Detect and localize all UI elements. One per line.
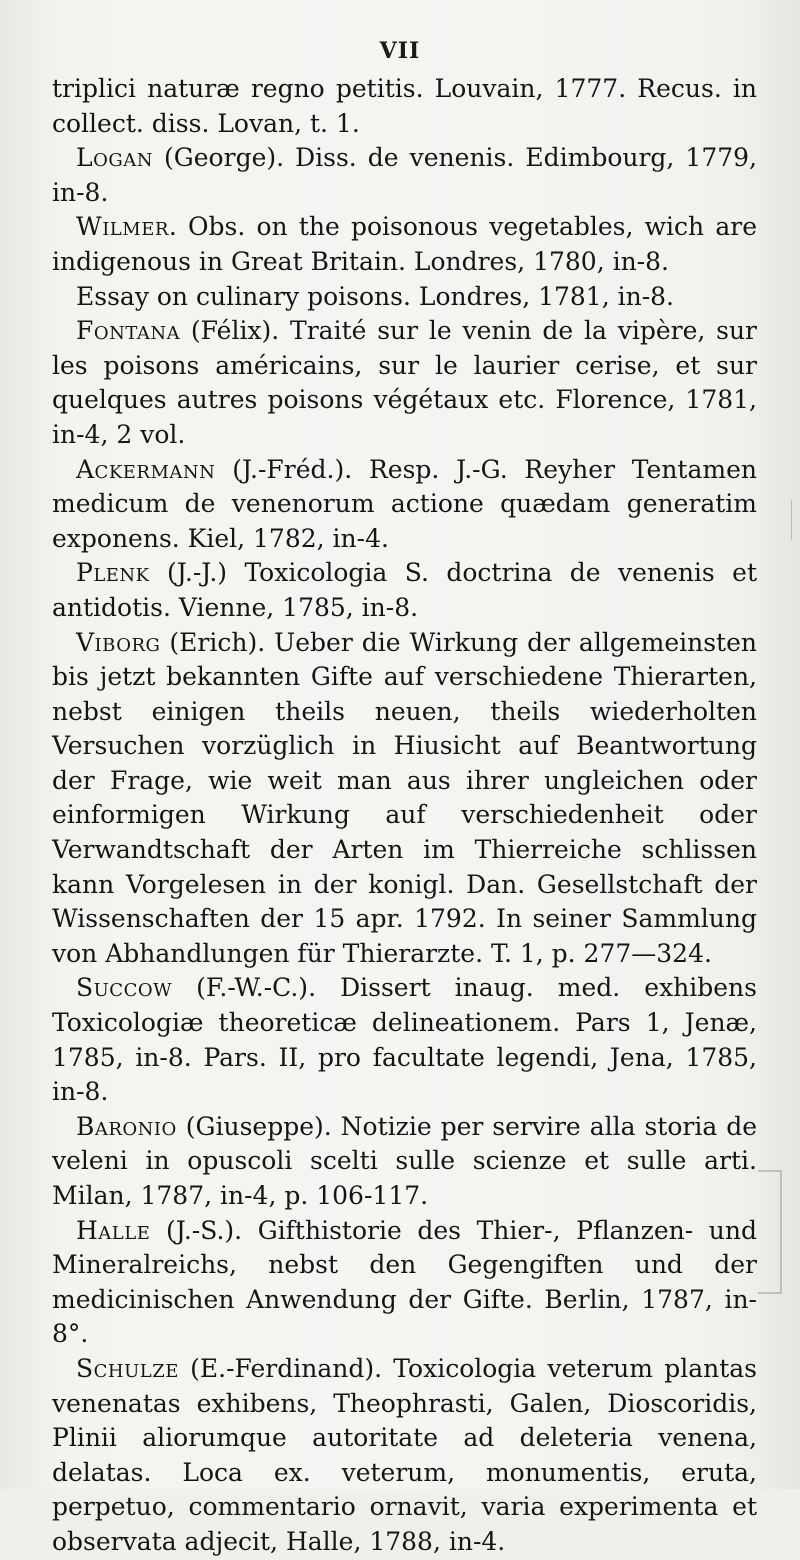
bibliography-entry-9 [52,1110,757,1214]
entry-text: (Giuseppe). Notizie per servire alla storia de veleni in opuscoli scelti sulle scienze et sulle arti. Milan, 1787, in-4, p. 106-117. [52,1111,757,1210]
entry-text: triplici naturæ regno petitis. Louvain, 1777. Recus. in collect. diss. Lovan, t. 1. [52,74,757,138]
entry-author: Halle [76,1215,151,1245]
bibliography-entry-1 [52,141,757,210]
entry-text: (J.-Fréd.). Resp. J.-G. Reyher Tentamen medicum de venenorum actione quædam generatim exponens. Kiel, 1782, in-4. [52,454,757,553]
bibliography-entry-8 [52,971,757,1109]
entry-author: Wilmer [76,212,169,242]
entry-text: . Obs. on the poisonous vegetables, wich are indigenous in Great Britain. Londres, 1780, in-8. [52,212,757,276]
entry-text: (J.-S.). Gifthistorie des Thier-, Pflanzen- und Mineralreichs, nebst den Gegengiften und der medicinischen Anwendung der Gifte. Berlin, 1787, in-8°. [52,1215,757,1349]
entry-author: Plenk [76,558,150,588]
entry-author: Schulze [76,1353,179,1383]
bibliography-entry-5 [52,453,757,557]
entry-author: Succow [76,973,173,1003]
entry-text: (George). Diss. de venenis. Edimbourg, 1779, in-8. [52,143,757,207]
entry-text: Essay on culinary poisons. Londres, 1781, in-8. [76,281,674,311]
entry-author: Viborg [76,627,161,657]
bibliography-entry-11 [52,1352,757,1560]
entry-author: Fontana [76,316,181,346]
entry-author: Baronio [76,1111,177,1141]
entry-text: (Félix). Traité sur le venin de la vipère, sur les poisons américains, sur le laurier cerise, et sur quelques autres poisons végétaux etc. Florence, 1781, in-4, 2 vol. [52,316,757,449]
bibliography-entry-2 [52,210,757,279]
entry-text: (E.-Ferdinand). Toxicologia veterum plantas venenatas exhibens, Theophrasti, Galen, Dioscoridis, Plinii aliorumque autoritate ad deleteria venena, delatas. Loca ex. veterum, monumentis, eruta, perpetuo, commentario ornavit, varia experimenta et observata adjecit, Halle, 1788, in-4. [52,1353,757,1556]
bibliography-entry-10 [52,1214,757,1352]
entry-text: (F.-W.-C.). Dissert inaug. med. exhibens Toxicologiæ theoreticæ delineationem. Pars 1, Jenæ, 1785, in-8. Pars. II, pro facultate legendi, Jena, 1785, in-8. [52,973,757,1107]
bibliography-list [52,72,757,1560]
bibliography-entry-7 [52,626,757,972]
entry-text: (Erich). Ueber die Wirkung der allgemeinsten bis jetzt bekannten Gifte auf verschiedene Thierarten, nebst einigen theils neuen, theils wiederholten Versuchen vorzüglich in Hiusicht auf Beantwortung der Frage, wie weit man aus ihrer ungleichen oder einformigen Wirkung auf verschiedenheit oder Verwandtschaft der Arten im Thierreiche schlissen kann Vorgelesen in der konigl. Dan. Gesellstchaft der Wissenschaften der 15 apr. 1792. In seiner Sammlung von Abhandlungen für Thierarzte. T. 1, p. 277—324. [52,627,757,968]
page-edge-mark [791,500,800,540]
entry-author: Logan [76,143,153,173]
bibliography-entry-4 [52,314,757,452]
entry-text: (J.-J.) Toxicologia S. doctrina de venenis et antidotis. Vienne, 1785, in-8. [52,558,757,622]
entry-author: Ackermann [76,454,216,484]
bibliography-entry-3 [52,280,757,315]
margin-bracket-mark [758,1170,782,1294]
bibliography-entry-0 [52,72,757,141]
page-number: VII [379,38,421,64]
bibliography-entry-6 [52,556,757,625]
